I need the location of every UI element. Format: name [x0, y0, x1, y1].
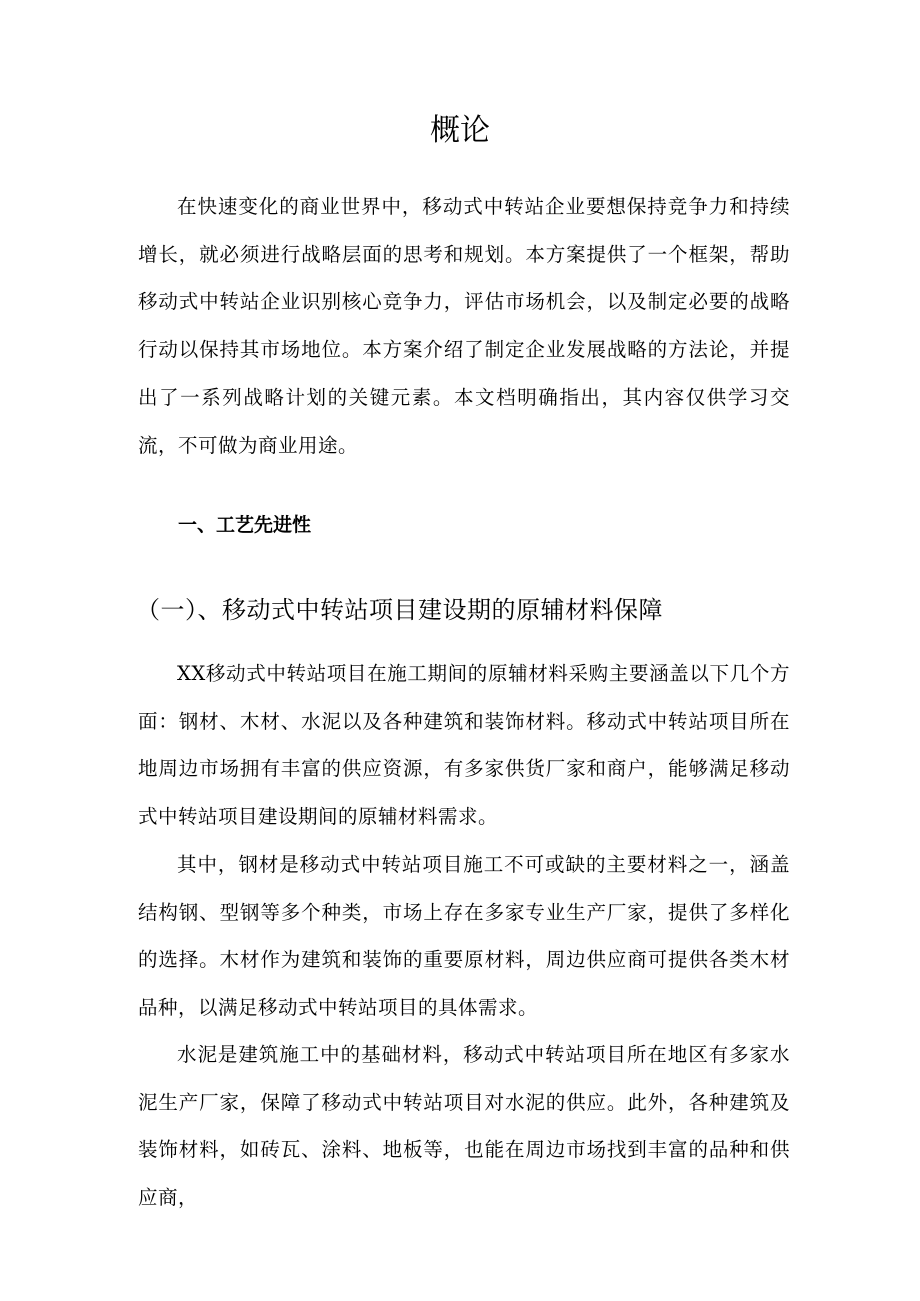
section-heading: 一、工艺先进性	[178, 514, 312, 536]
body-paragraph-3: 水泥是建筑施工中的基础材料，移动式中转站项目所在地区有多家水泥生产厂家，保障了移动式中转站项目对水泥的供应。此外，各种建筑及装饰材料，如砖瓦、涂料、地板等，也能在周边市场找到丰富的品种和供应商，	[138, 1043, 790, 1210]
subsection-heading: （一）、移动式中转站项目建设期的原辅材料保障	[136, 596, 663, 624]
intro-paragraph: 在快速变化的商业世界中，移动式中转站企业要想保持竞争力和持续增长，就必须进行战略层面的思考和规划。本方案提供了一个框架，帮助移动式中转站企业识别核心竞争力，评估市场机会，以及制定必要的战略行动以保持其市场地位。本方案介绍了制定企业发展战略的方法论，并提出了一系列战略计划的关键元素。本文档明确指出，其内容仅供学习交流，不可做为商业用途。	[138, 195, 790, 457]
page-title: 概论	[430, 113, 490, 148]
body-paragraph-1: XX移动式中转站项目在施工期间的原辅材料采购主要涵盖以下几个方面：钢材、木材、水泥以及各种建筑和装饰材料。移动式中转站项目所在地周边市场拥有丰富的供应资源，有多家供货厂家和商户，能够满足移动式中转站项目建设期间的原辅材料需求。	[138, 662, 790, 829]
body-paragraph-2: 其中，钢材是移动式中转站项目施工不可或缺的主要材料之一，涵盖结构钢、型钢等多个种类，市场上存在多家专业生产厂家，提供了多样化的选择。木材作为建筑和装饰的重要原材料，周边供应商可提供各类木材品种，以满足移动式中转站项目的具体需求。	[138, 853, 790, 1020]
